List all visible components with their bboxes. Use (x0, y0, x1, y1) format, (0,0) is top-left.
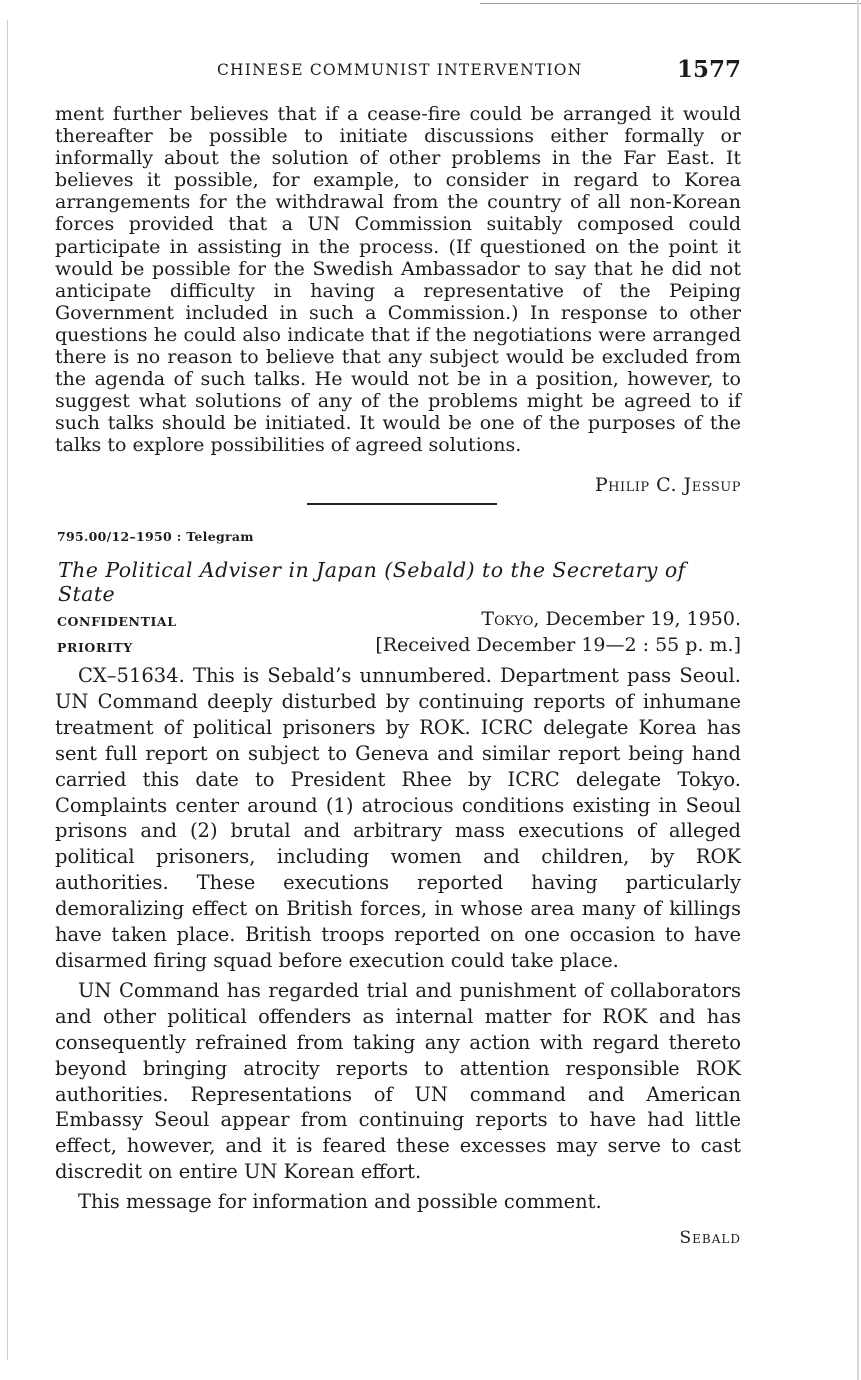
page-edge-left (7, 20, 8, 1360)
telegram-body (55, 663, 741, 1215)
date: , December 19, 1950. (533, 608, 741, 630)
classification-row (57, 608, 741, 632)
body-paragraph: CX–51634. This is Sebald’s unnumbered. Department pass Seoul. UN Command deeply disturbed by continuing reports of inhumane treatment of political prisoners by ROK. ICRC delegate Korea has sent full report on subject to Geneva and similar report being hand carried this date to President Rhee by ICRC delegate Tokyo. Complaints center around (1) atrocious conditions existing in Seoul prisons and (2) brutal and arbitrary mass executions of alleged political prisoners, including women and children, by ROK authorities. These executions reported having particularly demoralizing effect on British forces, in whose area many of killings have taken place. British troops reported on one occasion to have disarmed firing squad before execution could take place. (55, 664, 741, 972)
body-paragraph: This message for information and possible comment. (78, 1190, 602, 1214)
page-edge-top (480, 3, 861, 4)
paragraph-continued: ment further believes that if a cease-fire could be arranged it would thereafter be possible to initiate discussions either formally or informally about the solution of other problems in the Far East. It believes it possible, for example, to consider in regard to Korea arrangements for the withdrawal from the country of all non-Korean forces provided that a UN Commission suitably composed could participate in assisting in the process. (If questioned on the point it would be possible for the Swedish Ambassador to say that he did not anticipate difficulty in having a representative of the Peiping Government included in such a Commission.) In response to other questions he could also indicate that if the negotiations were arranged there is no reason to believe that any subject would be excluded from the agenda of such talks. He would not be in a position, however, to suggest what solutions of any of the problems might be agreed to if such talks should be initiated. It would be one of the purposes of the talks to explore possibilities of agreed solutions. (55, 103, 741, 457)
page-number: 1577 (676, 56, 741, 83)
running-title: CHINESE COMMUNIST INTERVENTION (217, 61, 583, 79)
place-date (481, 608, 741, 630)
signature-sebald: Sebald (679, 1228, 741, 1248)
place: Tokyo (481, 608, 534, 630)
classification-label: CONFIDENTIAL (57, 614, 177, 629)
received-note: [Received December 19—2 : 55 p. m.] (375, 634, 741, 656)
signature-jessup: Philip C. Jessup (594, 474, 741, 496)
page-edge-right (857, 0, 859, 1380)
running-header (55, 56, 741, 86)
document-heading: The Political Adviser in Japan (Sebald) to the Secretary of State (58, 558, 686, 606)
precedence-row (57, 634, 741, 658)
precedence-label: PRIORITY (57, 640, 133, 655)
file-number: 795.00/12–1950 : Telegram (57, 529, 254, 544)
body-paragraph: UN Command has regarded trial and punishment of collaborators and other political offenders as internal matter for ROK and has consequently refrained from taking any action with regard thereto beyond bringing atrocity reports to attention responsible ROK authorities. Representations of UN command and American Embassy Seoul appear from continuing reports to have had little effect, however, and it is feared these excesses may serve to cast discredit on entire UN Korean effort. (55, 978, 741, 1184)
section-divider (307, 503, 497, 505)
